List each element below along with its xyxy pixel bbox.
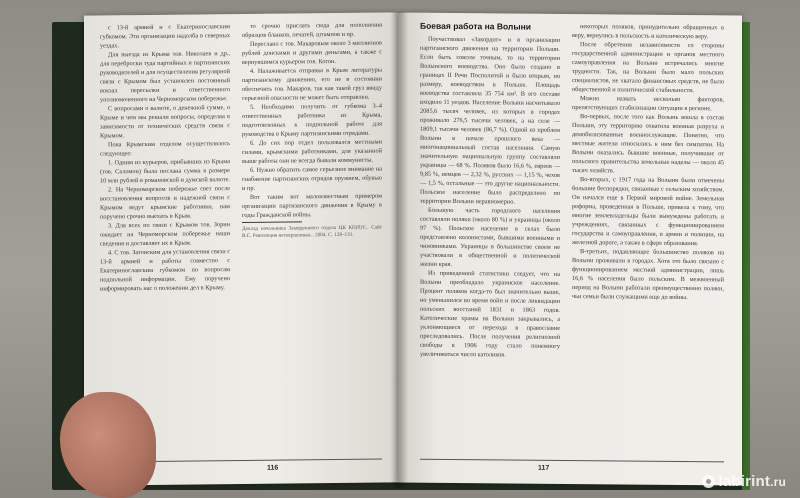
paragraph: 6. До сих пор отдел пользовался местными силами, крымскими работниками, для указанной выше работы они не всегда бывали коммунисты. bbox=[242, 138, 382, 165]
paragraph: некоторых поляков, принудительно обращенных в веру, вернулись в польскость и католическую веру. bbox=[572, 23, 724, 41]
paragraph: Пока Крымским отделом осуществлялось следующее: bbox=[100, 140, 230, 158]
right-page-column-2 bbox=[572, 22, 724, 453]
paragraph: 4. Налаживается отправка в Крым литературы партизанскому движению, его не в состоянии обеспечить тов. Макаров, так как такой груз ввиду серьезной опасности не может быть отправлен. bbox=[242, 66, 382, 102]
watermark bbox=[702, 473, 786, 490]
book-cover-edge bbox=[742, 22, 750, 490]
watermark-site: labirint bbox=[718, 473, 771, 490]
paragraph: 3. Для всех по связи с Крымом тов. Зорин ожидает на Черноморском побережье наши сведения и доставляет их в Крым. bbox=[100, 221, 230, 248]
paragraph: Большую часть городского населения составляли поляки (около 80 %) и украинцы (около 97 %). Польское население в селах было представлено колонистами, бывшими военными и чиновниками. Украинцы в большинстве своем не участвовали в общественной и политической жизни края. bbox=[420, 206, 560, 268]
paragraph: С вопросами о валюте, о денежной сумме, о Крыме и чем мы решали вопросы, определяя в зависимости от технических средств связи с Крымом. bbox=[100, 104, 230, 140]
left-page-column-2 bbox=[242, 21, 382, 452]
right-page-column-1 bbox=[420, 21, 560, 452]
book-gutter bbox=[390, 12, 408, 488]
footnote-text: Доклад начальника Закордонного отдела ЦК КП(б)У... Сайт В.С. Революция несвершенная... 2004. С. 128–131. bbox=[242, 224, 382, 240]
right-page bbox=[398, 12, 742, 485]
left-page-column-1 bbox=[100, 22, 230, 453]
labirint-logo-icon bbox=[702, 475, 715, 488]
watermark-tld: .ru bbox=[770, 475, 786, 489]
page-number: 117 bbox=[538, 464, 550, 472]
paragraph: Во-вторых, с 1917 года на Волыни были отмечены большие беспорядки, связанные с сельским хозяйством. Он начался еще в Первой мировой войне. Земельная реформа, проведенная в Польше, привела к тому, что многие землевладельцы были вынуждены работать в учреждениях, связанных с функционированием государства и самоуправления, в армии и полиции, на железной дороге, а также в сфере образования. bbox=[572, 176, 724, 248]
paragraph: Для выезда из Крыма тов. Николаев и др., для переброски туда партийных и партизанских руководителей и для осуществления регулярной связи с Крымом был установлен постоянный вокзал пересылки и ответственного уполномоченного на Черноморском побережье. bbox=[100, 50, 230, 104]
paragraph: Поучаствовал «Закордот» и в организации партизанского движения на территории Польши. Если быть совсем точным, то на территории Волынского воеводства. Оно было создано в границах II Речи Посполитой и было вторым, по размеру, воеводством в Польше. Площадь воеводства составляла 35 754 км². В его составе входило 11 уездов. Население Волыни насчитывало 2085,6 тысяч человек, из которых в городах проживало 276,5 тысячи человек, а на селе — 1809,1 тысячи человек (86,7 %). Одной из проблем Волыни в начале прошлого века — многонациональный состав населения. Самую значительную национальную группу составляли украинцы — 68 %. Поляков было 16,6 %, евреев — 9,85 %, немцев — 2,32 %, русских — 1,15 %, чехов — 1,5 %, остальные — это другие национальности. Польское население было распределено по территории Волыни неравномерно. bbox=[420, 35, 560, 206]
paragraph: с 13-й армией и с Екатеринославским губкомом. Эти организации надолба в северных уездах. bbox=[100, 23, 230, 50]
paragraph: Во-первых, после того как Волынь вошла в состав Польши, эту территорию охватила военная разруха и демобилизованные военнослужащие. Понятно, что местные жители относились к ним без симпатии. На Волыни оказались бывшие военные, получившие от польского правительства земельные наделы — около 45 тысяч хозяйств. bbox=[572, 113, 724, 175]
paragraph: После обретения независимости со стороны государственной администрации и органов местного самоуправления на Волыни встречались многие трудности. Так, на Волыни было мало польских специалистов, не хватало финансовых средств, не было общественной и политической стабильности. bbox=[572, 41, 724, 95]
paragraph: то срочно прислать сюда для пополнения образцов бланков, печатей, штампов и пр. bbox=[242, 21, 382, 39]
footnote-rule bbox=[242, 221, 302, 223]
paragraph: Вот таким вот малоизвестным примером организации партизанского движения в Крыму в годы Гражданской войны. bbox=[242, 192, 382, 219]
paragraph: 1. Одним из курьеров, прибывших из Крыма (тов. Саломон) была послана сумма в размере 10 млн рублей в романовской и думской валюте. bbox=[100, 158, 230, 185]
paragraph: Можно назвать несколько факторов, препятствующих стабилизации ситуации в регионе. bbox=[572, 95, 724, 113]
paragraph: 2. На Черноморском побережье свет после восстановления вопросов и надежной связи с Крымом ведут крымские работники, нам поручено срочно выехать в Крым. bbox=[100, 185, 230, 221]
paragraph: 6. Нужно обратить самое серьезное внимание на снабжение партизанских отрядов оружием, обувью и пр. bbox=[242, 165, 382, 192]
paragraph: Переслано с тов. Макаровым около 3 миллионов рублей донскими и другими деньгами, а также с вернувшимся курьером тов. Когон. bbox=[242, 39, 382, 66]
paragraph: 5. Необходимо получить от губкома 3–4 ответственных работника из Крыма, подготовленных к подпольной работе для руководства в Крыму партизанскими отрядами. bbox=[242, 102, 382, 138]
paragraph: 4. С тов. Затонским для установления связи с 13-й армией и работы совместно с Екатеринославским губкомом по вопросам подпольной информации. Ему поручено информировать нас о положении дел в Крыму. bbox=[100, 248, 230, 293]
section-heading: Боевая работа на Волыни bbox=[420, 20, 531, 32]
folio-rule bbox=[420, 459, 724, 463]
paragraph: Из приведенной статистики следует, что на Волыни преобладало украинское население. Процент поляков когда-то был значительно выше, но уменьшился во время войн и после ликвидации польских восстаний 1831 и 1863 годов. Католические храмы на Волыни закрывались, а уклоняющиеся от перехода в православие преследовались. После получения религиозной свободы в 1906 году стало понемногу увеличиваться число католиков. bbox=[420, 269, 560, 359]
footnote bbox=[242, 225, 382, 241]
paragraph: В-третьих, подавляющее большинство поляков на Волыни проживали в городах. Хотя это было связано с функционированием местной администрации, лишь 16,6 % населения было польским. В межвоенный период на Волыни работали преимущественно поляки, чьи семьи были служащими еще до войны. bbox=[572, 248, 724, 302]
page-number: 116 bbox=[267, 464, 279, 472]
